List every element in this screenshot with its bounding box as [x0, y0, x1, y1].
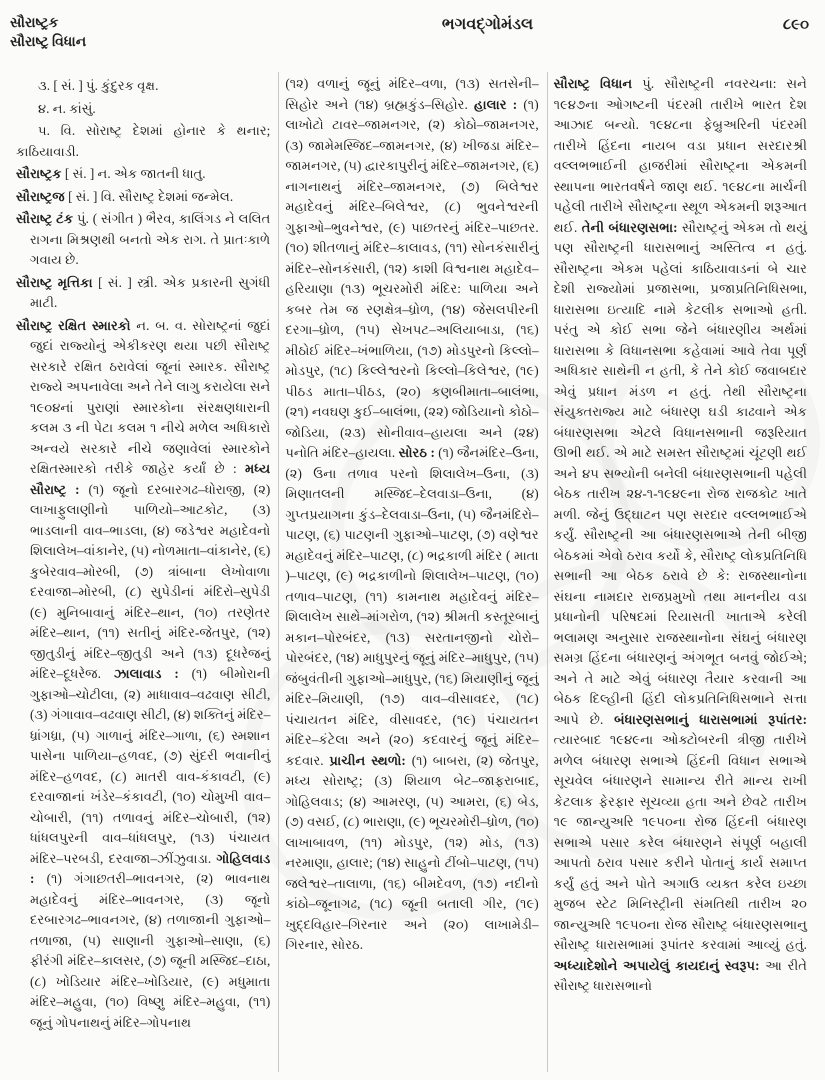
page-number: ૮૯૦ [782, 17, 809, 33]
entry-rakshit-smarako [16, 316, 270, 1034]
headword: સૌરાષ્ટ્ર મૃત્તિકા [16, 274, 93, 290]
section-text: સૌરાષ્ટ્રનું એકમ તો થયું પણ સૌરાષ્ટ્રની ધારાસભાનું અસ્તિત્વ ન હતું. સૌરાષ્ટ્રના એકમ પહેલાં કાઠિયાવાડનાં બે ચાર દેશી રાજ્યોમાં પ્રજાસભા, પ્રજાપ્રતિનિધિસભા, ધારાસભા ઇત્યાદિ નામે કેટલીક સભાઓ હતી. પરંતુ એ કોઈ સભા જેને બંધારણીય અર્થમાં ધારાસભા કે વિધાનસભા કહેવામાં આવે તેવા પૂર્ણ અધિકાર સાથેની ન હતી, કે તેને કોઈ જવાબદાર એવું પ્રધાન મંડળ ન હતું. તેથી સૌરાષ્ટ્રના સંયુક્તરાજ્ય માટે બંધારણ ઘડી કાઢવાને એક બંધારણસભા એટલે વિધાનસભાની જરૂરિયાત ઊભી થઈ. એ માટે સમસ્ત સૌરાષ્ટ્રમાં ચૂંટણી થઈ અને ૪૫ સભ્યોની બનેલી બંધારણસભાની પહેલી બેઠક તારીખ ૨૪-૧-૧૯૪૯ના રોજ રાજકોટ ખાતે મળી. જેનું ઉદ્ઘાટન પણ સરદાર વલ્લભભાઈએ કર્યું. સૌરાષ્ટ્રની આ બંધારણસભાએ તેની બીજી બેઠકમાં એવો ઠરાવ કર્યો કે, સૌરાષ્ટ્ર લોકપ્રતિનિધિ સભાની આ બેઠક ઠરાવે છે કે: રાજસ્થાનોના સંઘના નામદાર રાજપ્રમુખો તથા માનનીય વડા પ્રધાનોની પરિષદમાં રિયાસતી ખાતાએ કરેલી ભલામણ અનુસાર રાજસ્થાનોના સંઘનું બંધારણ સમગ્ર હિંદના બંધારણનું અંગભૂત બનવું જોઈએ; અને તે માટે એવું બંધારણ તૈયાર કરવાની આ બેઠક દિલ્હીની હિંદી લોકપ્રતિનિધિસભાને સત્તા આપે છે. [553, 219, 807, 727]
entry-body: [ સં. ] ન. એક જાતની ધાતુ. [61, 166, 206, 181]
entry-body: [ સં. ] સ્ત્રી. એક પ્રકારની સુગંધી માટી. [30, 274, 271, 310]
page-header [10, 14, 815, 72]
section-label-sorath: સોરઠ : [398, 445, 439, 460]
section-label-bandharansabha: તેની બંધારણસભા: [581, 219, 682, 235]
entry-intro: ન. બ. વ. સોરાષ્ટ્રનાં જુદાં જુદાં રાજ્યોનું એકીકરણ થયા પછી સૌરાષ્ટ્ર સરકારે રક્ષિત ઠરાવેલાં જૂનાં સ્મારક. સૌરાષ્ટ્ર રાજ્યે અપનાવેલા અને તેને લાગુ કરાયેલા સને ૧૯૦૪નાં પુરાણાં સ્મારકોના સંરક્ષણધારાની કલમ ૩ ની પેટા કલમ ૧ નીચે મળેલ અધિકારો અન્વયે સરકારે નીચે જણાવેલાં સ્મારકોને રક્ષિતસ્મારકો તરીકે જાહેર કર્યાં છે : [30, 317, 271, 476]
section-label-prachin-sthalo: પ્રાચીન સ્થળો: [329, 752, 412, 768]
entry-saurashtra-vidhan [554, 74, 807, 997]
section-text: આ રીતે સૌરાષ્ટ્ર ધારાસભાનો [553, 957, 807, 993]
subentry-5: ૫. વિ. સોરાષ્ટ્ર દેશમાં હોનાર કે થનાર; કાઠિયાવાડી. [16, 123, 271, 159]
subentry-3: ૩. [ સં. ] પું. કુંદુરક વૃક્ષ. [38, 78, 159, 93]
headword: સૌરાષ્ટ્રક [16, 166, 62, 181]
entry-body: પું. ( સંગીત ) ભૈરવ, કાલિંગડ ને લલિત રાગના મિશ્રણથી બનતો એક રાગ. તે પ્રાતઃકાળે ગવાય છે. [30, 211, 271, 267]
section-label-rupantar: બંધારણસભાનું ધારાસભામાં રૂપાંતર: [614, 711, 807, 727]
continuation-lead: (૧૨) વળાનું જૂનું મંદિર–વળા, (૧૩) સતસેની–સિહોર અને (૧૪) બ્રહ્મકુંડ–સિહોર. [285, 76, 539, 112]
book-title: ભગવદ્ગોમંડલ [441, 16, 534, 33]
entry-saurashtrak [16, 164, 270, 185]
section-text: (૧) બાબરા, (૨) જેતપુર, મધ્ય સોરાષ્ટ્ર; (૩) શિયાળ બેટ–જાફરાબાદ, ગોહિલવાડ; (૪) આમરણ, (૫) આમરા, (૬) બેડ, (૭) વસઈ, (૮) ભારાણા, (૯) ભૂચરમોરી–ધ્રોળ, (૧૦) લાખાબાવળ, (૧૧) મોડપુર, (૧૨) મોડ, (૧૩) નરમાણા, હાલાર; (૧૪) સાહુનો ટીંબો–પાટણ, (૧૫) જલેશ્વર–તાલાળા, (૧૬) બીમદેવળ, (૧૭) નદીનો કાંઠો–જૂનાગઢ, (૧૮) જૂની બતાલી ગીર, (૧૯) ખુદ્દવિહાર–ગિરનાર અને (૨૦) લાખામેડી–ગિરનાર, સોરઠ. [285, 752, 539, 952]
section-label-adhyadesh: અધ્યાદેશોને અપાયેલું કાયદાનું સ્વરૂપ: [553, 957, 766, 973]
left-column [10, 72, 278, 1072]
entry-body: [ સં. ] વિ. સૌરાષ્ટ્ર દેશમાં જન્મેલ. [64, 188, 234, 204]
section-text: (૧) જૈનમંદિર–ઉના, (૨) ઉના તળાવ પરનો શિલાલેખ–ઉના, (૩) મિણાતલની મસ્જિદ–દેલવાડા–ઉના, (૪) ગુપ્તપ્રયાગના કુંડ–દેલવાડા–ઉના, (૫) જૈનમંદિરો–પાટણ, (૬) પાટણની ગુફાઓ–પાટણ, (૭) વણેશ્વર મહાદેવનું મંદિર–પાટણ, (૮) ભદ્રકાળી મંદિર ( માતા )–પાટણ, (૯) ભદ્રકાળીનો શિલાલેખ–પાટણ, (૧૦) તળાવ–પાટણ, (૧૧) કામનાથ મહાદેવનું મંદિર–શિલાલેખ સાથે–માંગરોળ, (૧૨) શ્રીમતી કસ્તૂરબાનું મકાન–પોરબંદર, (૧૩) સરતાનજીનો ચોરો–પોરબંદર, (૧૪) માધુપુરનું જૂનું મંદિર–માધુપુર, (૧૫) જંબુવંતીની ગુફાઓ–માધુપુર, (૧૬) મિયાણીનું જૂનું મંદિર–મિયાણી, (૧૭) વાવ–વીસાવદર, (૧૮) પંચાયતન મંદિર, વીસાવદર, (૧૯) પંચાયતન મંદિર–કંટેલા અને (૨૦) કદવારનું જૂનું મંદિર–કદવાર. [285, 445, 539, 768]
section-text: (૧) લાખોટો ટાવર–જામનગર, (૨) કોઠો–જામનગર, (૩) જામેમસ્જિદ–જામનગર, (૪) ખીજડા મંદિર–જામનગર, (૫) દ્વારકાપુરીનું મંદિર–જામનગર, (૬) નાગનાથનું મંદિર–જામનગર, (૭) બિલેશ્વર મહાદેવનું મંદિર–બિલેશ્વર, (૮) ભુવનેશ્વરની ગુફાઓ–ભુવનેશ્વર, (૯) પાછતરનું મંદિર–પાછતર. (૧૦) શીતળાનું મંદિર–કાલાવડ, (૧૧) સોનકંસારીનું મંદિર–સોનકંસારી, (૧૨) કાશી વિશ્વનાથ મહાદેવ–હરિયાણા (૧૩) ભૂચરમોરી મંદિર: પાળિયા અને કબર તેમ જ રણક્ષેત્ર–ધ્રોળ, (૧૪) જેસલપીરની દરગા–ધ્રોળ, (૧૫) સેખપટ–અલિયાબાડા, (૧૬) મીઠોઈ મંદિર–ખંભાળિયા, (૧૭) મોડપુરનો કિલ્લો–મોડપુર, (૧૮) કિલ્લેશ્વરનો કિલ્લો–કિલેશ્વર, (૧૯) પીઠડ માતા–પીઠડ, (૨૦) કણબીમાતા–બાલંભા, (૨૧) નવઘણ કુઈ–બાલંભા, (૨૨) જોડિયાનો કોઠો–જોડિયા, (૨૩) સોનીવાવ–હાયલા અને (૨૪) પનોતિ મંદિર–હાયલા. [285, 96, 539, 460]
headword: સૌરાષ્ટ્ર રક્ષિત સ્મારકો [16, 317, 131, 333]
monuments-continuation [285, 74, 538, 956]
middle-column [278, 72, 546, 1072]
headword: સૌરાષ્ટ્રજ [16, 188, 65, 204]
entry-saurashtraj [16, 187, 270, 208]
entry-saurashtra-mrittika [16, 273, 270, 314]
entry-saurashtra-tank [16, 209, 270, 271]
headword: સૌરાષ્ટ્ર વિધાન [553, 76, 633, 91]
section-text: (૧) જૂનો દરબારગઢ–ધોરાજી, (૨) લાખાફુલાણીનો પાળિયો–આટકોટ, (૩) ભાડલાની વાવ–ભાડલા, (૪) જડેશ્વર મહાદેવનો શિલાલેખ–વાંકાનેર, (૫) નોળમાતા–વાંકાનેર, (૬) કુબેરવાવ–મોરબી, (૭) ત્રાંબાના લેખોવાળા દરવાજા–મોરબી, (૮) સુપેડીનાં મંદિરો–સુપેડી (૯) મુનિબાવાનું મંદિર–થાન, (૧૦) તરણેતર મંદિર–થાન, (૧૧) સતીનું મંદિર-જેતપુર, (૧૨) જીતુડીનું મંદિર–જીતુડી અને (૧૩) દૂધરેજનું મંદિર–દૂધરેજ. [30, 481, 271, 681]
headword: સૌરાષ્ટ્ર ટંક [16, 211, 74, 226]
running-heads [10, 14, 280, 52]
running-head-first-word: સૌરાષ્ટ્રક [10, 16, 59, 31]
section-label-madhya-saurashtra: મધ્ય સૌરાષ્ટ્ર : [30, 461, 271, 497]
right-column [547, 72, 815, 1072]
section-label-gohilvad: ગોહિલવાડ : [30, 850, 271, 886]
section-label-zalavad: ઝાલાવાડ : [113, 666, 192, 681]
section-text: (૧) ગંગાછતરી–ભાવનગર, (૨) ભાવનાથ મહાદેવનું મંદિર–ભાવનગર, (૩) જૂનો દરબારગઢ–ભાવનગર, (૪) તળાજાની ગુફાઓ–તળાજા, (૫) સાણાની ગુફાઓ–સાણા, (૬) ફીરંગી મંદિર–કાલસર, (૭) જૂની મસ્જિદ–દાઠા, (૮) ખોડિયાર મંદિર–ખોડિયાર, (૯) મધુમાતા મંદિર–મહુવા, (૧૦) વિષ્ણુ મંદિર–મહુવા, (૧૧) જૂનું ગોપનાથનું મંદિર–ગોપનાથ [30, 871, 271, 1030]
entry-lead: પું. સૌરાષ્ટ્રની નવરચના: સને ૧૯૪૭ના ઓગષ્ટની પંદરમી તારીખે ભારત દેશ આઝાદ બન્યો. ૧૯૪૮ના ફેબ્રુઅરિની પંદરમી તારીખે હિંદના નાયબ વડા પ્રધાન સરદારશ્રી વલ્લભભાઈની હાજરીમાં સૌરાષ્ટ્રના એકમની સ્થાપના ભારતવર્ષને જાણ થઈ. ૧૯૪૮ના માર્ચની પહેલી તારીખે સૌરાષ્ટ્રના સ્થૂળ એકમની શરૂઆત થઈ. [553, 76, 807, 235]
running-head-last-word: સૌરાષ્ટ્ર વિધાન [10, 35, 87, 50]
text-columns [10, 72, 815, 1072]
section-text: (૧) બીમોરાની ગુફાઓ–ચોટીલા, (૨) માધાવાવ–વઢવાણ સીટી, (૩) ગંગાવાવ–વઢવાણ સીટી, (૪) શક્તિનું મંદિર–ધ્રાંગધ્રા, (૫) ગાળાનું મંદિર–ગાળા, (૬) સ્મશાન પાસેના પાળિયા–હળવદ, (૭) સુંદરી ભવાનીનું મંદિર–હળવદ, (૮) માતરી વાવ-કંકાવટી, (૯) દરવાજાનાં ખંડેર–કંકાવટી, (૧૦) ચોમુખી વાવ–ચોબારી, (૧૧) તળાવનું મંદિર–ચોબારી, (૧૨) ધાંધલપુરની વાવ–ધાંધલપુર, (૧૩) પંચાયત મંદિર–પરબડી, દરવાજા–ઝીંઝુવાડા. [30, 666, 271, 866]
section-text: ત્યારબાદ ૧૯૪૯ના ઓક્ટોબરની ત્રીજી તારીખે મળેલ બંધારણ સભાએ હિંદની વિધાન સભાએ સૂચવેલ બંધારણને સામાન્ય રીતે માન્ય રાખી કેટલાક ફેરફાર સૂચવ્યા હતા અને છેવટે તારીખ ૧૯ જાન્યુઅરિ ૧૯૫૦ના રોજ હિંદની બંધારણ સભાએ પસાર કરેલ બંધારણને સંપૂર્ણ બહાલી આપતો ઠરાવ પસાર કરીને પોતાનું કાર્ય સમાપ્ત કર્યું હતું અને પોતે અગાઉ વ્યક્ત કરેલ ઇચ્છા મુજબ સ્ટેટ મિનિસ્ટ્રીની સંમતિથી તારીખ ૨૦ જાન્યુઅરિ ૧૯૫૦ના રોજ સૌરાષ્ટ્ર બંધારણસભાનુ સૌરાષ્ટ્ર ધારાસભામાં રૂપાંતર કરવામાં આવ્યું હતું. [553, 732, 807, 952]
section-label-halar: હાલાર : [473, 96, 524, 112]
subentry-4: ૪. ન. કાંસું. [38, 100, 96, 116]
